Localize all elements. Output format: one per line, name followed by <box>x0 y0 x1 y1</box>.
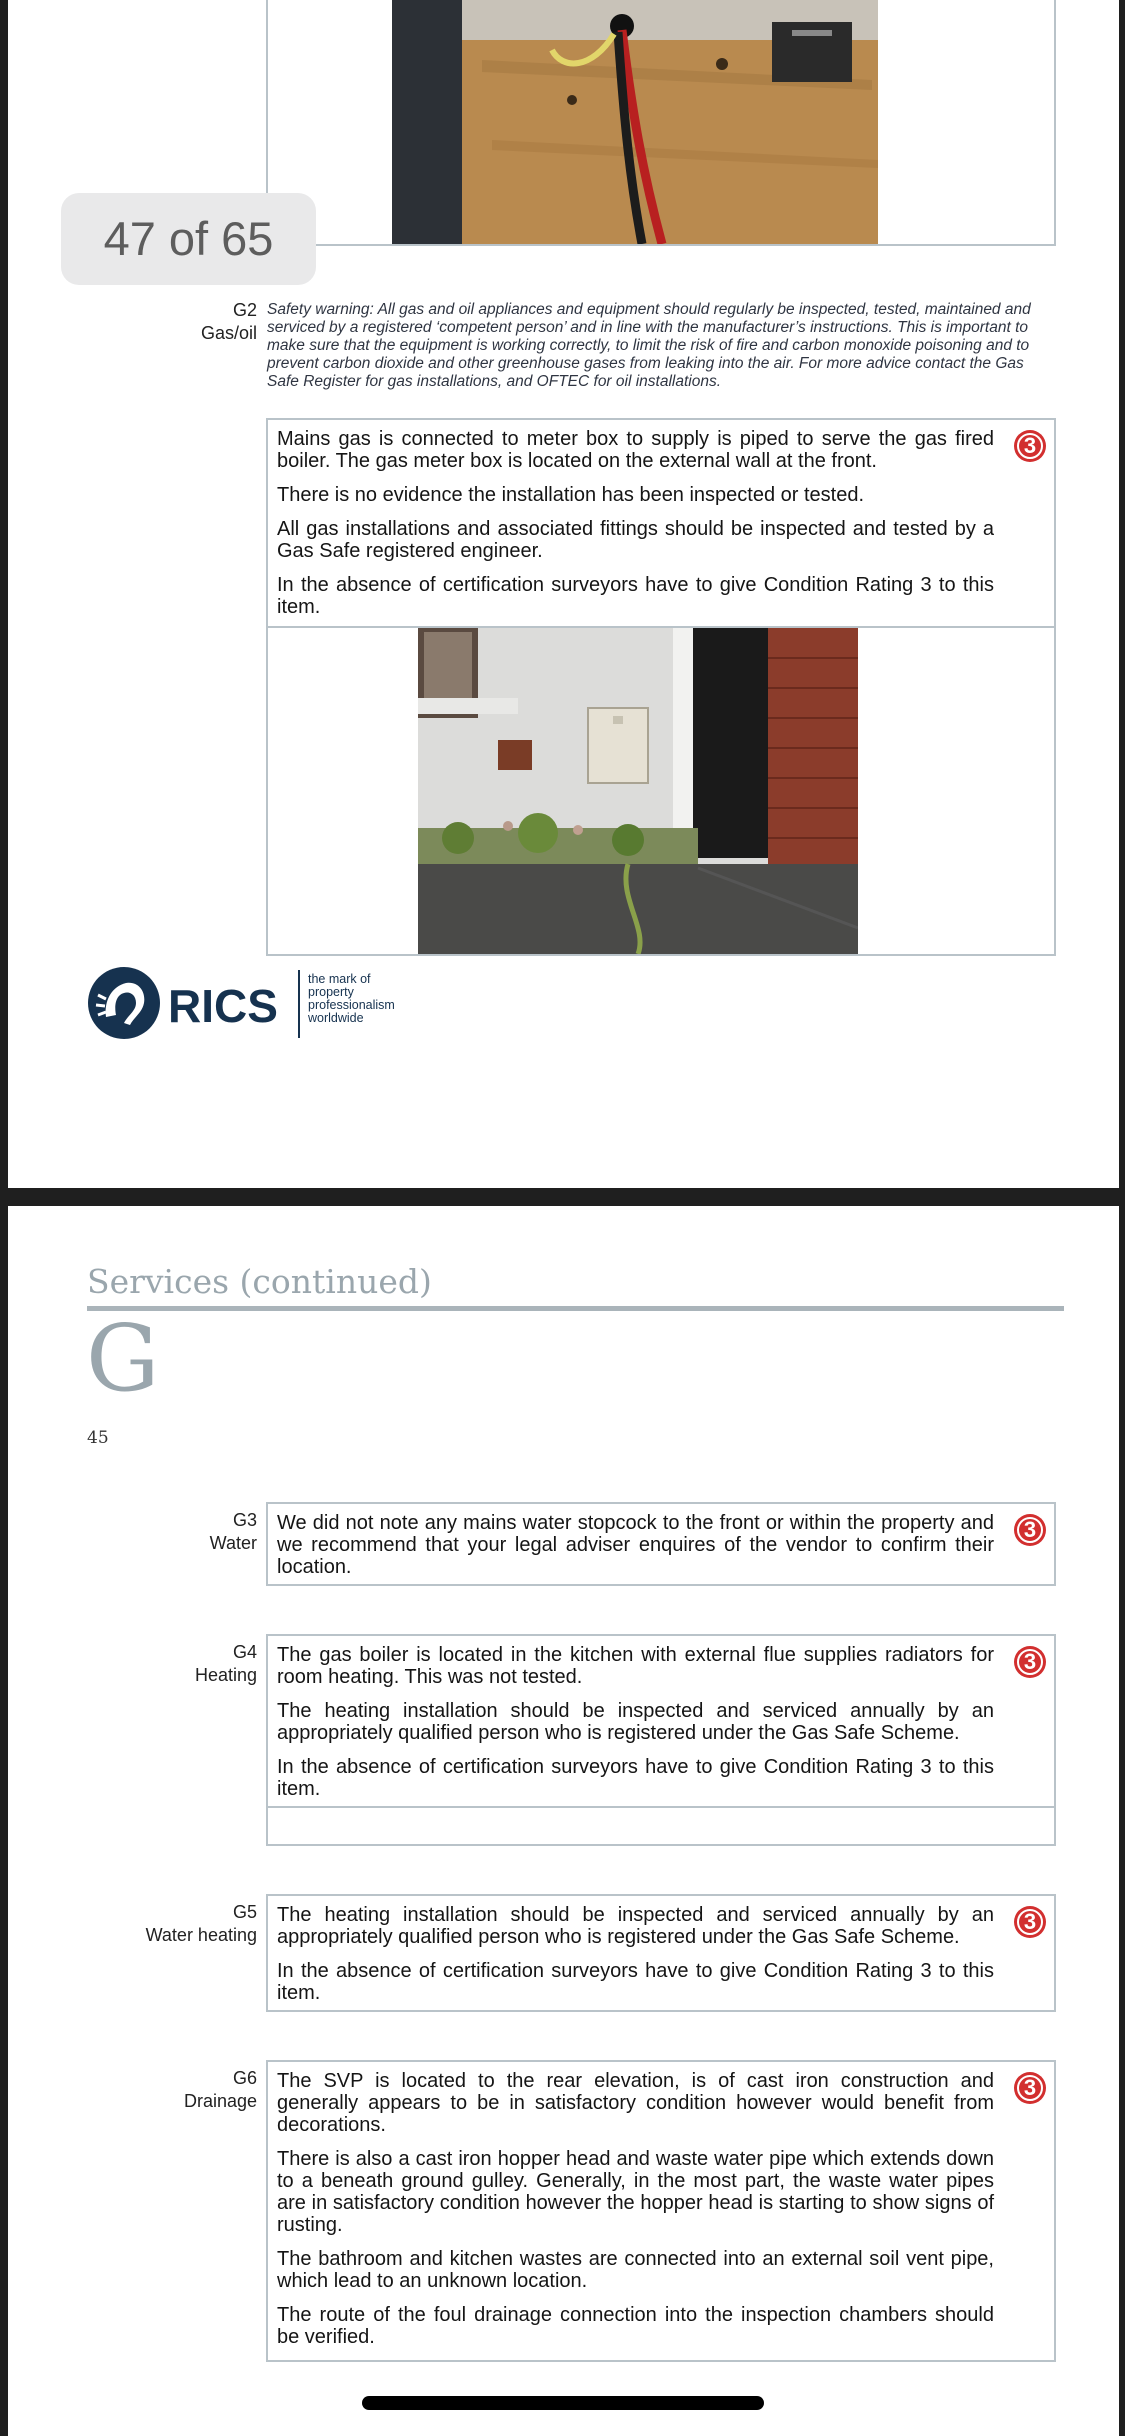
g2-text-box <box>266 418 1056 628</box>
logo-divider <box>298 970 300 1038</box>
paragraph: There is also a cast iron hopper head and waste water pipe which extends down to a beneath ground gulley. Generally, in the most part, the waste water pipes are in satisfactory condition however the hopper head is starting to show signs of rusting. <box>277 2148 994 2236</box>
item-label: Gas/oil <box>200 323 257 343</box>
paragraph: The heating installation should be inspected and serviced annually by an appropriately qualified person who is registered under the Gas Safe Scheme. <box>277 1700 994 1744</box>
condition-rating-badge: 3 <box>1014 1646 1046 1678</box>
paragraph: The gas boiler is located in the kitchen with external flue supplies radiators for room heating. This was not tested. <box>277 1644 994 1688</box>
item-code-g5 <box>14 1902 257 1945</box>
gas-meter-box-photo <box>418 628 858 954</box>
item-code: G4 <box>232 1642 257 1662</box>
paragraph: In the absence of certification surveyors have to give Condition Rating 3 to this item. <box>277 574 994 618</box>
item-label: Heating <box>194 1665 257 1685</box>
condition-rating-badge: 3 <box>1014 1906 1046 1938</box>
item-label: Drainage <box>183 2091 257 2111</box>
wiring-photo <box>392 0 878 244</box>
page-counter: 47 of 65 <box>61 193 316 285</box>
paragraph: The SVP is located to the rear elevation, is of cast iron construction and generally appears to be in satisfactory condition however would benefit from decorations. <box>277 2070 994 2136</box>
tagline-line: property <box>308 985 354 999</box>
item-code: G6 <box>232 2068 257 2088</box>
photo-frame-top <box>266 0 1056 246</box>
item-code-g3 <box>14 1510 257 1553</box>
paragraph: The bathroom and kitchen wastes are connected into an external soil vent pipe, which lead to an unknown location. <box>277 2248 994 2292</box>
section-title: Services (continued) <box>87 1262 432 1301</box>
paragraph: Mains gas is connected to meter box to supply is piped to serve the gas fired boiler. The gas meter box is located on the external wall at the front. <box>277 428 994 472</box>
item-code-g2 <box>14 300 257 343</box>
item-code: G2 <box>232 300 257 320</box>
item-code: G5 <box>232 1902 257 1922</box>
item-code: G3 <box>232 1510 257 1530</box>
paragraph: There is no evidence the installation has been inspected or tested. <box>277 484 865 506</box>
paragraph: In the absence of certification surveyors have to give Condition Rating 3 to this item. <box>277 1756 994 1800</box>
paragraph: All gas installations and associated fittings should be inspected and tested by a Gas Safe registered engineer. <box>277 518 994 562</box>
home-indicator[interactable] <box>362 2396 764 2410</box>
rics-logo <box>86 965 426 1045</box>
paragraph: The route of the foul drainage connection into the inspection chambers should be verified. <box>277 2304 994 2348</box>
page-number: 45 <box>87 1428 109 1448</box>
lion-emblem-icon <box>86 965 162 1041</box>
paragraph: In the absence of certification surveyors have to give Condition Rating 3 to this item. <box>277 1960 994 2004</box>
g6-text-box <box>266 2060 1056 2362</box>
g3-text-box <box>266 1502 1056 1586</box>
item-label: Water <box>209 1533 257 1553</box>
report-page-47 <box>8 0 1119 1188</box>
condition-rating-badge: 3 <box>1014 2072 1046 2104</box>
safety-warning-note: Safety warning: All gas and oil appliances and equipment should regularly be inspected, tested, maintained and serviced by a registered ‘competent person’ and in line with the manufacturer’s instructions. This is important to make sure that the equipment is working correctly, to limit the risk of fire and carbon monoxide poisoning and to prevent carbon dioxide and other greenhouse gases from leaking into the air. For more advice contact the Gas Safe Register for gas installations, and OFTEC for oil installations. <box>267 301 1031 390</box>
g5-text-box <box>266 1894 1056 2012</box>
item-code-g6 <box>14 2068 257 2111</box>
section-letter: G <box>86 1305 160 1412</box>
tagline-line: professionalism <box>308 998 395 1012</box>
g4-empty-row <box>266 1806 1056 1846</box>
tagline-line: worldwide <box>308 1011 364 1025</box>
condition-rating-badge: 3 <box>1014 430 1046 462</box>
paragraph: The heating installation should be inspected and serviced annually by an appropriately qualified person who is registered under the Gas Safe Scheme. <box>277 1904 994 1948</box>
rics-tagline <box>308 973 395 1025</box>
report-page-45 <box>8 1206 1119 2436</box>
paragraph: We did not note any mains water stopcock to the front or within the property and we recommend that your legal adviser enquires of the vendor to confirm their location. <box>277 1512 994 1578</box>
condition-rating-badge: 3 <box>1014 1514 1046 1546</box>
item-label: Water heating <box>145 1925 257 1945</box>
section-rule <box>87 1306 1064 1311</box>
tagline-line: the mark of <box>308 972 371 986</box>
photo-frame-meter <box>266 626 1056 956</box>
item-code-g4 <box>14 1642 257 1685</box>
rics-wordmark: RICS <box>168 980 278 1032</box>
g4-text-box <box>266 1634 1056 1808</box>
